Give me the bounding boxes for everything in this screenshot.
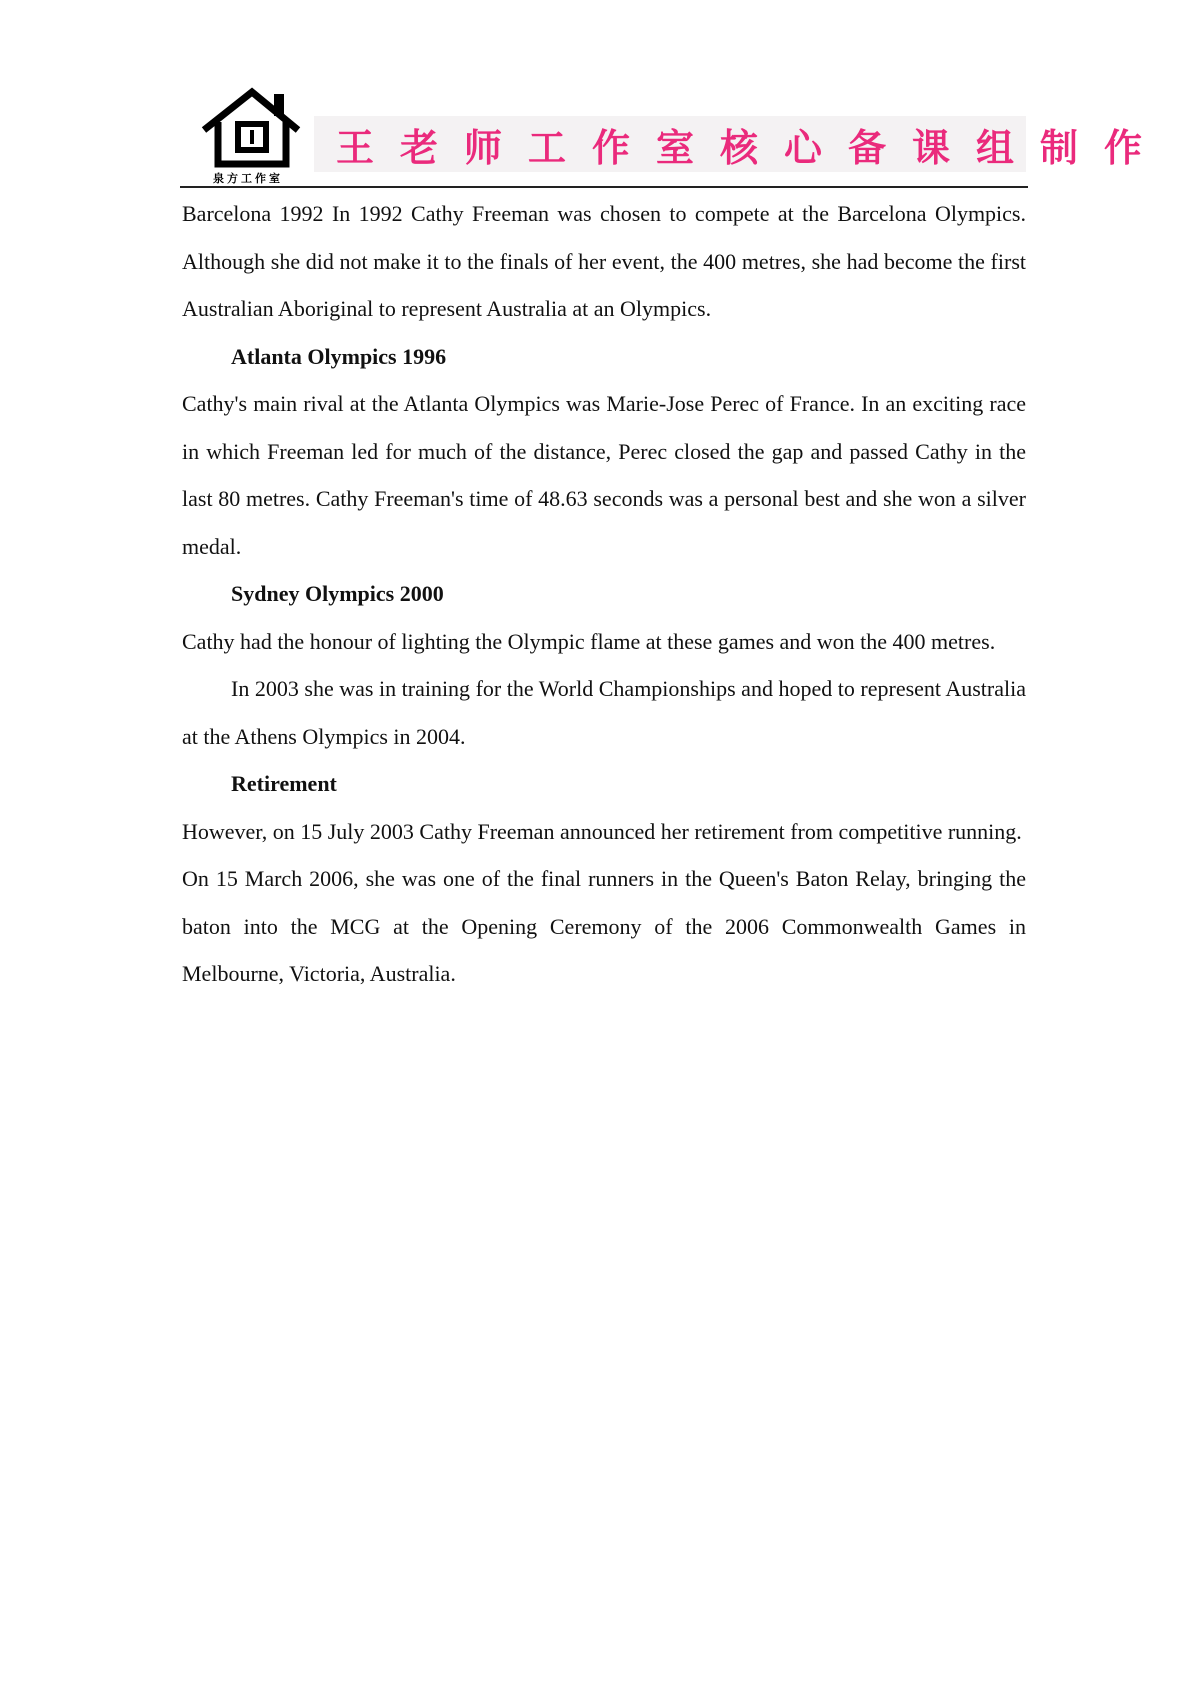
header-divider [180, 186, 1028, 188]
banner-text: 王老师工作室核心备课组制作 [336, 125, 1169, 170]
logo-caption: 泉方工作室 [213, 172, 283, 185]
paragraph-atlanta: Cathy's main rival at the Atlanta Olympics was Marie-Jose Perec of France. In an exciting race in which Freeman led for much of the distance, Perec closed the gap and passed Cathy in the last 80 metres. Cathy Freeman's time of 48.63 seconds was a personal best and she won a silver medal. [182, 391, 1026, 559]
studio-banner [314, 116, 1169, 172]
heading-sydney: Sydney Olympics 2000 [231, 581, 444, 606]
heading-retirement: Retirement [231, 771, 337, 796]
paragraph-barcelona: Barcelona 1992 In 1992 Cathy Freeman was chosen to compete at the Barcelona Olympics. Although she did not make it to the finals of her event, the 400 metres, she had become the first Australian Aboriginal to represent Australia at an Olympics. [182, 201, 1026, 321]
paragraph-baton-relay: On 15 March 2006, she was one of the final runners in the Queen's Baton Relay, bringing the baton into the MCG at the Opening Ceremony of the 2006 Commonwealth Games in Melbourne, Victoria, Australia. [182, 866, 1026, 986]
house-logo-icon [198, 86, 306, 186]
page-header [180, 82, 1169, 188]
heading-atlanta: Atlanta Olympics 1996 [231, 343, 447, 369]
paragraph-2003-training: In 2003 she was in training for the World Championships and hoped to represent Australia at the Athens Olympics in 2004. [182, 676, 1026, 749]
paragraph-sydney: Cathy had the honour of lighting the Olympic flame at these games and won the 400 metres. [182, 628, 996, 654]
paragraph-retirement: However, on 15 July 2003 Cathy Freeman announced her retirement from competitive running. [182, 818, 1022, 844]
article-body [182, 190, 1026, 998]
